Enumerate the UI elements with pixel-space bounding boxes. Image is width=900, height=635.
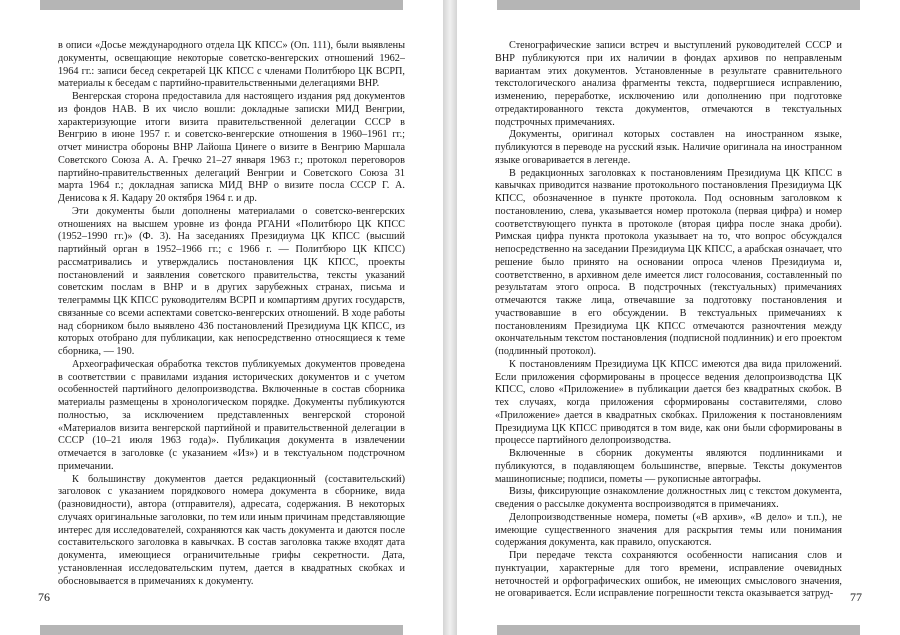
paragraph: При передаче текста сохраняются особенности написания слов и пунктуации, характерные для того времени, исправление очевидных неточностей и орфографических ошибок, не имеющих смыслового значения, не оговаривается. Если исправление погрешности текста оказывается затруд- <box>495 550 842 600</box>
bottom-bar <box>497 625 860 635</box>
page-number: 76 <box>38 590 50 604</box>
paragraph: в описи «Досье международного отдела ЦК КПСС» (Оп. 111), были выявлены документы, освещающие некоторые советско-венгерских отношений 1962–1964 гг.: записи бесед секретарей ЦК КПСС с членами Политбюро ЦК ВСРП, материалы к беседам с партийно-правительственными делегациями ВНР. <box>58 40 405 90</box>
left-page-text <box>58 40 405 588</box>
paragraph: К постановлениям Президиума ЦК КПСС имеются два вида приложений. Если приложения сформированы в процессе ведения делопроизводства ЦК КПСС, слово «Приложение» в публикации дается без квадратных скобок. В тех случаях, когда приложения сформированы составителями, слово «Приложение» дается в квадратных скобках. Приложения к постановлениям Президиума ЦК КПСС приводятся в том виде, как они были сформированы в процессе партийного делопроизводства. <box>495 358 842 447</box>
top-bar <box>40 0 403 10</box>
right-page-text <box>495 40 842 601</box>
paragraph: Документы, оригинал которых составлен на иностранном языке, публикуются в переводе на русский язык. Наличие оригинала на иностранном языке оговаривается в легенде. <box>495 129 842 166</box>
left-page <box>0 0 443 635</box>
paragraph: Делопроизводственные номера, пометы («В архив», «В дело» и т.п.), не имеющие существенного значения для раскрытия темы или понимания содержания документа, как правило, опускаются. <box>495 511 842 549</box>
paragraph: Археографическая обработка текстов публикуемых документов проведена в соответствии с правилами издания исторических документов и с учетом особенностей партийного делопроизводства. Включенные в состав сборника материалы размещены в хронологическом порядке. Документы публикуются полностью, за исключением представленных венгерской стороной «Материалов визита венгерской партийной и правительственной делегации в СССР (10–21 июля 1963 года)». Публикация документа в извлечении отмечается в заголовке (с указанием «Из») и в текстуальном подстрочном примечании. <box>58 358 405 472</box>
page-number: 77 <box>850 590 862 604</box>
paragraph: Визы, фиксирующие ознакомление должностных лиц с текстом документа, сведения о рассылке документа воспроизводятся в примечаниях. <box>495 486 842 510</box>
paragraph: В редакционных заголовках к постановлениям Президиума ЦК КПСС в кавычках приводится название протокольного постановления Президиума ЦК КПСС, обозначенное в пункте протокола. Под основным заголовком к постановлению, слева, указывается номер протокола (первая цифра) и номер соответствующего пункта в протоколе (вторая цифра после знака дроби). Римская цифра пункта протокола указывает на то, что вопрос обсуждался непосредственно на заседании Президиума ЦК КПСС, а арабская означает, что решение было принято на основании опроса членов Президиума и, соответственно, в архивном деле имеется лист голосования, составленный по результатам этого опроса. В подстрочных (текстуальных) примечаниях отмечаются также лица, отвечавшие за подготовку постановления и участвовавшие в его обсуждении. В текстуальных примечаниях к постановлениям Президиума ЦК КПСС отмечаются разночтения между окончательным текстом постановления (подписной подлинник) и его проектом (подлинный протокол). <box>495 167 842 357</box>
top-bar <box>497 0 860 10</box>
right-page <box>457 0 900 635</box>
paragraph: Эти документы были дополнены материалами о советско-венгерских отношениях на высшем уровне из фонда РГАНИ «Политбюро ЦК КПСС (1952–1990 гг.)» (Ф. 3). На заседаниях Президиума ЦК КПСС (высший партийный орган в 1952–1966 гг.; с 1966 г. — Политбюро ЦК КПСС) рассматривались и утверждались постановления ЦК КПСС, проекты постановлений и заявления советского правительства, тексты указаний советским послам в ВНР и в других зарубежных странах, письма и телеграммы ЦК КПСС руководителям ВСРП и компартиям других государств, связанные со всеми аспектами советско-венгерских отношений. В ходе работы над сборником было выявлено 436 постановлений Президиума ЦК КПСС, из которых отобрано для публикации, как непосредственно относящиеся к теме сборника, — 190. <box>58 205 405 357</box>
book-gutter <box>443 0 457 635</box>
paragraph: Венгерская сторона предоставила для настоящего издания ряд документов из фондов НАВ. В их число вошли: докладные записки МИД Венгрии, характеризующие итоги визита правительственной делегации СССР в Венгрию в июне 1957 г. и советско-венгерские отношения в 1960–1961 гг.; отчет министра обороны ВНР Лайоша Цинеге о визите в Венгрию Маршала Советского Союза А. А. Гречко 21–27 января 1963 г.; протокол переговоров партийно-правительственных делегаций Венгрии и Советского Союза 31 марта 1964 г.; докладная записка МИД ВНР о визите посла СССР Г. А. Денисова к Я. Кадару 20 октября 1964 г. и др. <box>58 91 405 204</box>
bottom-bar <box>40 625 403 635</box>
paragraph: К большинству документов дается редакционный (составительский) заголовок с указанием порядкового номера документа в сборнике, вида (разновидности), автора (отправителя), адресата, содержания. В некоторых случаях оригинальные заголовки, по тем или иным причинам представляющие интерес для исследователей, сохраняются как часть документа и даются после составительского заголовка в кавычках. В состав заголовка также входят дата документа, имеющиеся ограничительные грифы секретности. Дата, установленная исследовательским путем, дается в квадратных скобках и обосновывается в примечаниях к документу. <box>58 473 405 587</box>
paragraph: Включенные в сборник документы являются подлинниками и публикуются, в подавляющем большинстве, впервые. Тексты документов машинописные; подписи, пометы — рукописные автографы. <box>495 448 842 485</box>
paragraph: Стенографические записи встреч и выступлений руководителей СССР и ВНР публикуются при их наличии в фондах архивов по неправленым вариантам этих документов. Установленные в результате сравнительного текстологического анализа фрагменты текста, подвергшиеся исправлению, изменению, переработке, исключению или дополнению при подготовке отредактированного текста документов, отмечаются в текстуальных подстрочных примечаниях. <box>495 40 842 128</box>
